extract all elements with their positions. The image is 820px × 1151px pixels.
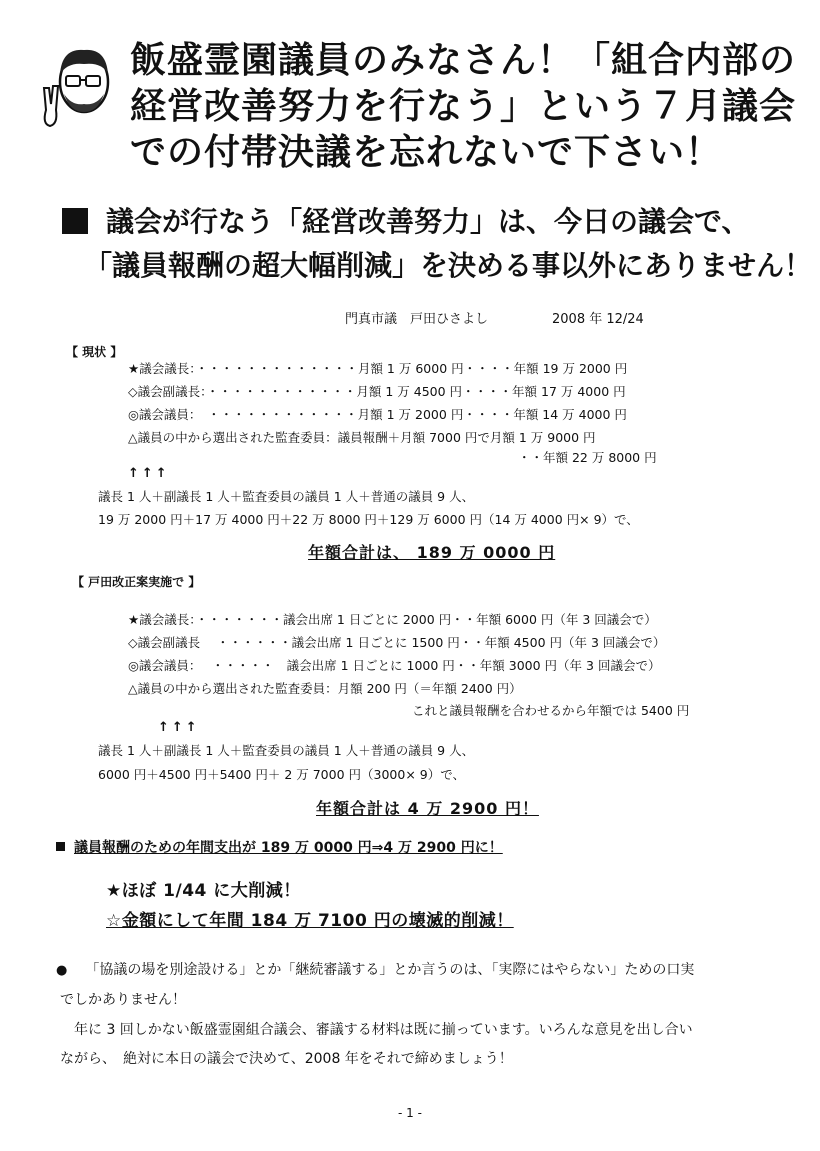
section-proposal-label: 【 戸田改正案実施で 】: [72, 575, 201, 589]
current-row-member: ◎議会議員： ・・・・・・・・・・・・月額 1 万 2000 円・・・・年額 14 万 4000 円: [128, 407, 627, 422]
cartoon-avatar-icon: [40, 40, 120, 130]
subheading-line-1: 議会が行なう「経営改善努力」は、今日の議会で、: [106, 205, 750, 238]
subheading-line-2: 「議員報酬の超大幅削減」を決める事以外にありません！: [84, 249, 813, 282]
bullet-icon: ●: [56, 963, 68, 978]
proposal-row-vice-chair: ◇議会副議長 ・・・・・・議会出席 1 日ごとに 1500 円・・年額 4500 円（年 3 回議会で）: [128, 635, 666, 650]
author-date: 2008 年 12/24: [552, 312, 644, 327]
current-row-chair: ★議会議長：・・・・・・・・・・・・・月額 1 万 6000 円・・・・年額 19 万 2000 円: [128, 361, 628, 376]
summary-reduction-ratio: ★ほぼ 1/44 に大削減！: [106, 881, 301, 901]
proposal-total: 年額合計は 4 万 2900 円！: [316, 799, 539, 818]
headline-line-1: 飯盛霊園議員のみなさん！「組合内部の: [130, 40, 797, 81]
proposal-row-chair: ★議会議長：・・・・・・・議会出席 1 日ごとに 2000 円・・年額 6000 円（年 3 回議会で）: [128, 612, 657, 627]
headline-line-3: での付帯決議を忘れないで下さい！: [130, 132, 723, 173]
summary-reduction-amount: ☆金額にして年間 184 万 7100 円の壊滅的削減！: [106, 911, 514, 931]
summary-text: 議員報酬のための年間支出が 189 万 0000 円⇒4 万 2900 円に！: [74, 840, 503, 856]
proposal-calc-line-2: 6000 円＋4500 円＋5400 円＋ 2 万 7000 円（3000× 9）で、: [98, 767, 465, 782]
current-row-auditor-annual: ・・年額 22 万 8000 円: [518, 450, 657, 465]
summary-line: [56, 837, 503, 857]
proposal-row-member: ◎議会議員： ・・・・・ 議会出席 1 日ごとに 1000 円・・年額 3000 円（年 3 回議会で）: [128, 658, 661, 673]
author-name: 門真市議 戸田ひさよし: [345, 312, 489, 327]
page-number: - 1 -: [398, 1106, 422, 1120]
proposal-row-auditor: △議員の中から選出された監査委員：月額 200 円（＝年額 2400 円）: [128, 681, 522, 696]
section-current-label: 【 現状 】: [66, 345, 123, 359]
proposal-arrows: ↑↑↑: [158, 720, 200, 735]
closing-paragraph-line-1: [56, 955, 694, 986]
proposal-calc-line-1: 議長 1 人＋副議長 1 人＋監査委員の議員 1 人＋普通の議員 9 人、: [98, 743, 475, 758]
closing-text-1a: 「協議の場を別途設ける」とか「継続審議する」とか言うのは、「実際にはやらない」ための口実: [85, 962, 695, 978]
square-bullet-icon: [62, 208, 88, 234]
current-row-vice-chair: ◇議会副議長：・・・・・・・・・・・・月額 1 万 4500 円・・・・年額 17 万 4000 円: [128, 384, 626, 399]
subheading: [62, 200, 812, 288]
current-arrows: ↑↑↑: [128, 466, 170, 481]
closing-paragraph-line-2: でしかありません！: [60, 992, 186, 1008]
current-calc-line-2: 19 万 2000 円＋17 万 4000 円＋22 万 8000 円＋129 万 6000 円（14 万 4000 円× 9）で、: [98, 512, 639, 527]
headline: [130, 38, 796, 176]
current-calc-line-1: 議長 1 人＋副議長 1 人＋監査委員の議員 1 人＋普通の議員 9 人、: [98, 489, 475, 504]
square-bullet-icon: [56, 842, 65, 851]
current-row-auditor: △議員の中から選出された監査委員：議員報酬＋月額 7000 円で月額 1 万 9000 円: [128, 430, 596, 445]
current-total: 年額合計は、 189 万 0000 円: [308, 543, 556, 562]
closing-paragraph-line-4: ながら、 絶対に本日の議会で決めて、2008 年をそれで締めましょう！: [60, 1051, 513, 1067]
headline-line-2: 経営改善努力を行なう」という７月議会: [130, 86, 797, 127]
proposal-row-auditor-annual: これと議員報酬を合わせるから年額では 5400 円: [412, 703, 690, 718]
closing-paragraph-line-3: 年に 3 回しかない飯盛霊園組合議会、審議する材料は既に揃っています。いろんな意見を出し合い: [60, 1022, 693, 1038]
